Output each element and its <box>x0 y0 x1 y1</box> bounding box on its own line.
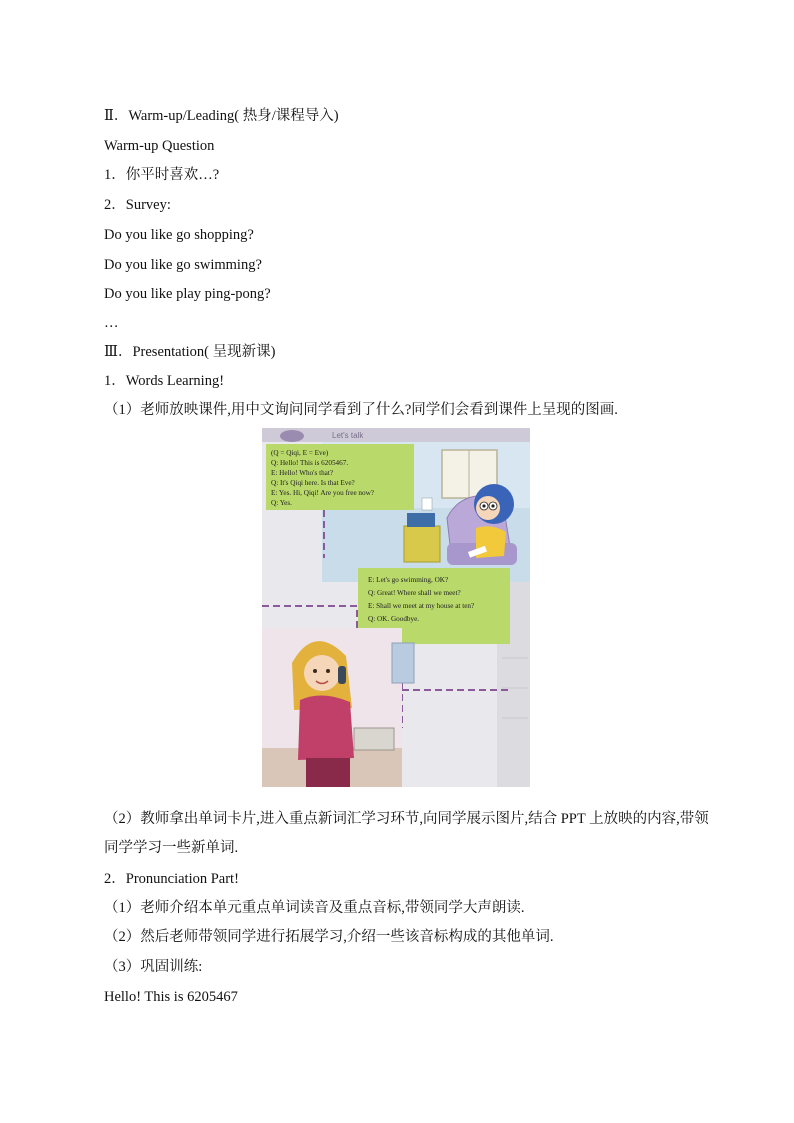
bubble2-line-4: Q: OK. Goodbye. <box>368 615 420 623</box>
bubble1-line-6: Q: Yes. <box>271 499 292 507</box>
bubble2-line-1: E: Let's go swimming, OK? <box>368 576 449 584</box>
bubble1-line-5: E: Yes. Hi, Qiqi! Are you free now? <box>271 489 375 497</box>
practice-line: Hello! This is 6205467 <box>104 989 238 1005</box>
ellipsis: … <box>104 315 119 331</box>
pronunciation-heading: 2．Pronunciation Part! <box>104 871 239 887</box>
bubble2-line-3: E: Shall we meet at my house at ten? <box>368 602 475 610</box>
bubble1-line-3: E: Hello! Who's that? <box>271 469 334 477</box>
step-2: （2）教师拿出单词卡片,进入重点新词汇学习环节,向同学展示图片,结合 PPT 上放映的内容,带领同学学习一些新单词. <box>104 811 709 856</box>
list-item-1: 1．你平时喜欢…? <box>104 167 220 183</box>
girl-phone-icon <box>338 666 346 684</box>
words-learning: 1．Words Learning! <box>104 373 225 389</box>
step-1: （1）老师放映课件,用中文询问同学看到了什么?同学们会看到课件上呈现的图画. <box>104 402 618 418</box>
girl-shirt <box>298 695 354 760</box>
bubble1-line-2: Q: Hello! This is 6205467. <box>271 459 349 467</box>
bubble2-line-2: Q: Great! Where shall we meet? <box>368 589 461 597</box>
bubble1-line-4: Q: It's Qiqi here. Is that Eve? <box>271 479 355 487</box>
pronunciation-step-3: （3）巩固训练: <box>104 959 203 975</box>
pronunciation-step-2: （2）然后老师带领同学进行拓展学习,介绍一些该音标构成的其他单词. <box>104 929 554 945</box>
survey-question-2: Do you like go swimming? <box>104 257 262 273</box>
header-text: Let's talk <box>332 431 364 440</box>
warmup-question: Warm-up Question <box>104 138 215 154</box>
textbook-photo-drawing <box>262 428 530 787</box>
survey-question-3: Do you like play ping-pong? <box>104 286 271 302</box>
phone-icon <box>407 513 435 527</box>
header-flower-icon <box>280 430 304 442</box>
bubble1-line-1: (Q = Qiqi, E = Eve) <box>271 449 329 457</box>
pronunciation-step-1: （1）老师介绍本单元重点单词读音及重点音标,带领同学大声朗读. <box>104 900 525 916</box>
textbook-photo <box>262 428 530 787</box>
presentation-heading: Ⅲ．Presentation( 呈现新课) <box>104 344 276 360</box>
warmup-heading: Ⅱ．Warm-up/Leading( 热身/课程导入) <box>104 108 339 124</box>
list-item-2: 2．Survey: <box>104 197 171 213</box>
survey-question-1: Do you like go shopping? <box>104 227 254 243</box>
